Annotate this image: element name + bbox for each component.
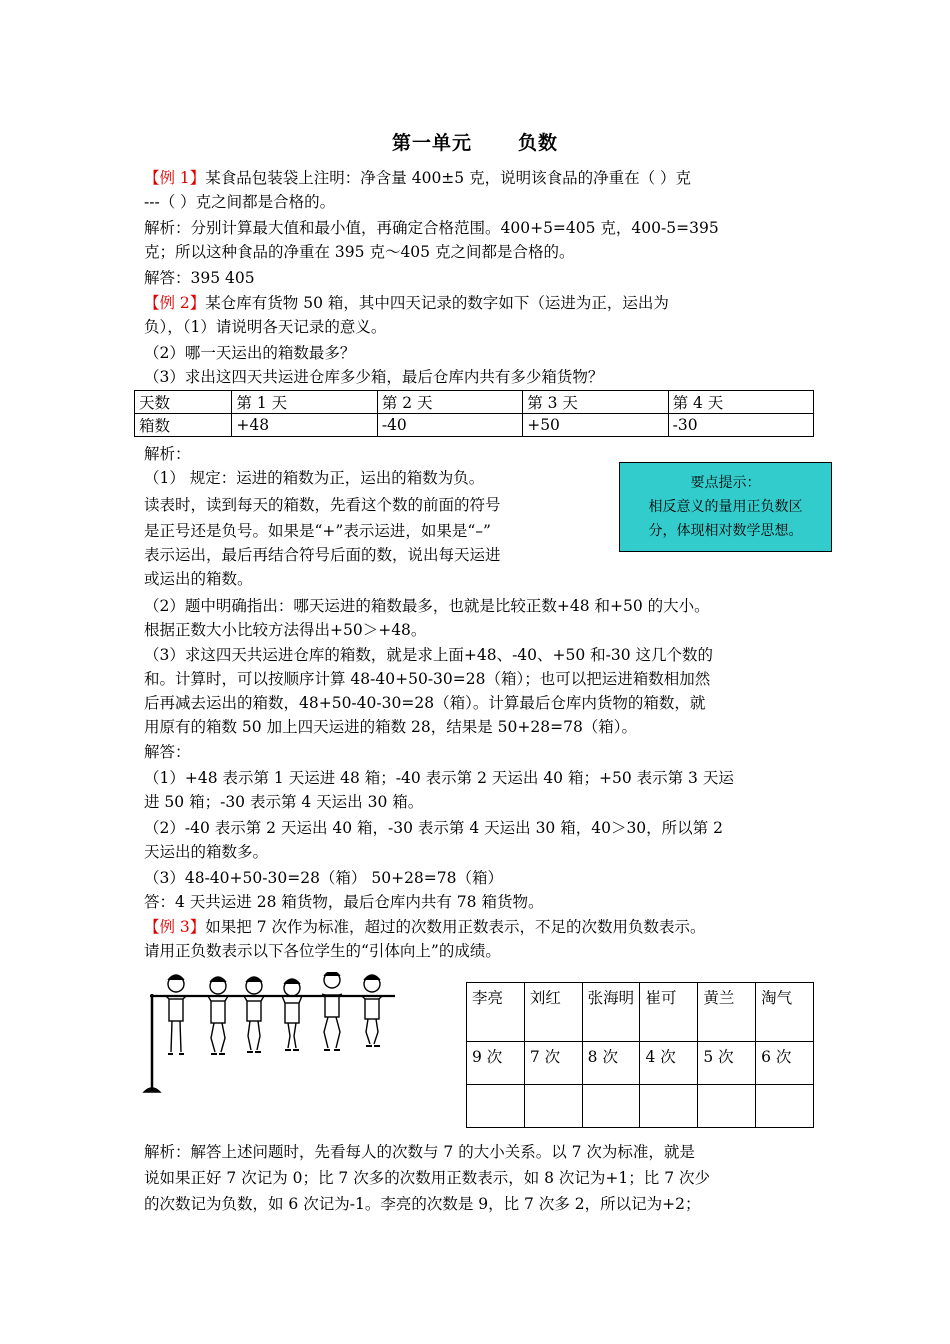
example2-tag: 【例 2】 [144, 294, 206, 312]
table-cell-empty [524, 1085, 582, 1128]
example3-question-line2: 请用正负数表示以下各位学生的“引体向上”的成绩。 [144, 942, 501, 960]
example2-p1-line: 读表时，读到每天的箱数，先看这个数的前面的符号 [144, 496, 501, 514]
example2-answer-line: （3）48-40+50-30=28（箱） 50+28=78（箱） [144, 869, 503, 887]
example2-answer-label: 解答： [144, 743, 191, 761]
example3-table [466, 982, 814, 1128]
table-cell-empty [756, 1085, 814, 1128]
example2-answer-line: 进 50 箱；-30 表示第 4 天运出 30 箱。 [144, 793, 424, 811]
table-cell-empty [467, 1085, 525, 1128]
table-cell: 5 次 [698, 1042, 756, 1085]
example2-table [134, 390, 814, 437]
tip-line: 相反意义的量用正负数区 [648, 499, 803, 515]
example3-analysis-line: 的次数记为负数，如 6 次记为-1。李亮的次数是 9，比 7 次多 2，所以记为+2； [144, 1195, 701, 1213]
example3-analysis-line: 解析：解答上述问题时，先看每人的次数与 7 的大小关系。以 7 次为标准，就是 [144, 1143, 695, 1161]
table-cell: -40 [377, 414, 522, 437]
example3-analysis-line: 说如果正好 7 次记为 0；比 7 次多的次数用正数表示，如 8 次记为+1；比 7 次少 [144, 1169, 711, 1187]
example2-p2-line: （2）题中明确指出：哪天运进的箱数最多，也就是比较正数+48 和+50 的大小。 [144, 597, 710, 615]
example2-analysis-label: 解析： [144, 445, 191, 463]
example2-answer-line: （2）-40 表示第 2 天运出 40 箱，-30 表示第 4 天运出 30 箱，40＞30，所以第 2 [144, 819, 723, 837]
example2-answer-line: （1）+48 表示第 1 天运进 48 箱；-40 表示第 2 天运出 40 箱；+50 表示第 3 天运 [144, 769, 734, 787]
table-cell: 崔可 [640, 983, 698, 1042]
example2-question-line4: （3）求出这四天共运进仓库多少箱，最后仓库内共有多少箱货物？ [144, 368, 604, 386]
example3-question-line1: 【例 3】如果把 7 次作为标准，超过的次数用正数表示，不足的次数用负数表示。 [144, 918, 706, 936]
example1-question-line2: ---（ ）克之间都是合格的。 [144, 193, 336, 211]
example3-tag: 【例 3】 [144, 918, 206, 936]
example2-p2-line: 根据正数大小比较方法得出+50＞+48。 [144, 621, 427, 639]
table-cell: 黄兰 [698, 983, 756, 1042]
table-cell: 刘红 [524, 983, 582, 1042]
table-cell: 9 次 [467, 1042, 525, 1085]
example2-p1-line: （1） 规定：运进的箱数为正，运出的箱数为负。 [144, 469, 485, 487]
example1-answer: 解答：395 405 [144, 269, 255, 287]
table-row [135, 391, 814, 414]
example2-p1-line: 是正号还是负号。如果是“+”表示运进，如果是“–” [144, 522, 491, 540]
table-cell: 天数 [135, 391, 232, 414]
table-cell: 箱数 [135, 414, 232, 437]
table-cell: 第 1 天 [232, 391, 377, 414]
example2-question-line2: 负），（1）请说明各天记录的意义。 [144, 318, 387, 336]
table-row [467, 983, 814, 1042]
example2-p1-line: 表示运出，最后再结合符号后面的数，说出每天运进 [144, 546, 501, 564]
table-cell: 4 次 [640, 1042, 698, 1085]
example1-question-line1: 【例 1】某食品包装袋上注明：净含量 400±5 克，说明该食品的净重在（ ）克 [144, 169, 692, 187]
example1-tag: 【例 1】 [144, 169, 206, 187]
table-row [135, 414, 814, 437]
title-topic: 负数 [518, 132, 559, 154]
table-cell: 第 2 天 [377, 391, 522, 414]
table-cell: 张海明 [582, 983, 640, 1042]
table-cell-empty [582, 1085, 640, 1128]
example2-p1-line: 或运出的箱数。 [144, 570, 253, 588]
tip-line: 分，体现相对数学思想。 [648, 523, 803, 539]
table-row [467, 1042, 814, 1085]
table-cell: 6 次 [756, 1042, 814, 1085]
table-cell: 第 3 天 [523, 391, 668, 414]
tip-box [619, 462, 832, 552]
table-cell: 8 次 [582, 1042, 640, 1085]
tip-title: 要点提示： [690, 475, 761, 491]
table-cell: 7 次 [524, 1042, 582, 1085]
table-row [467, 1085, 814, 1128]
example2-p3-line: 和。计算时，可以按顺序计算 48-40+50-30=28（箱）；也可以把运进箱数相加然 [144, 670, 711, 688]
table-cell: 第 4 天 [668, 391, 813, 414]
pull-up-illustration [140, 972, 400, 1100]
table-cell: +48 [232, 414, 377, 437]
example2-answer-line: 天运出的箱数多。 [144, 843, 269, 861]
example2-p3-line: 后再减去运出的箱数，48+50-40-30=28（箱）。计算最后仓库内货物的箱数，就 [144, 694, 706, 712]
example2-question-line1: 【例 2】某仓库有货物 50 箱，其中四天记录的数字如下（运进为正，运出为 [144, 294, 669, 312]
table-cell: -30 [668, 414, 813, 437]
example2-answer-line: 答：4 天共运进 28 箱货物，最后仓库内共有 78 箱货物。 [144, 893, 544, 911]
page-title [0, 128, 950, 155]
table-cell-empty [698, 1085, 756, 1128]
example1-analysis-line2: 克；所以这种食品的净重在 395 克～405 克之间都是合格的。 [144, 243, 575, 261]
table-cell-empty [640, 1085, 698, 1128]
title-unit: 第一单元 [391, 132, 472, 154]
table-cell: +50 [523, 414, 668, 437]
example1-analysis-line1: 解析：分别计算最大值和最小值，再确定合格范围。400+5=405 克，400-5=395 [144, 219, 719, 237]
table-cell: 淘气 [756, 983, 814, 1042]
example2-p3-line: （3）求这四天共运进仓库的箱数，就是求上面+48、-40、+50 和-30 这几个数的 [144, 646, 714, 664]
example2-question-line3: （2）哪一天运出的箱数最多？ [144, 344, 356, 362]
table-cell: 李亮 [467, 983, 525, 1042]
example2-p3-line: 用原有的箱数 50 加上四天运进的箱数 28，结果是 50+28=78（箱）。 [144, 718, 638, 736]
